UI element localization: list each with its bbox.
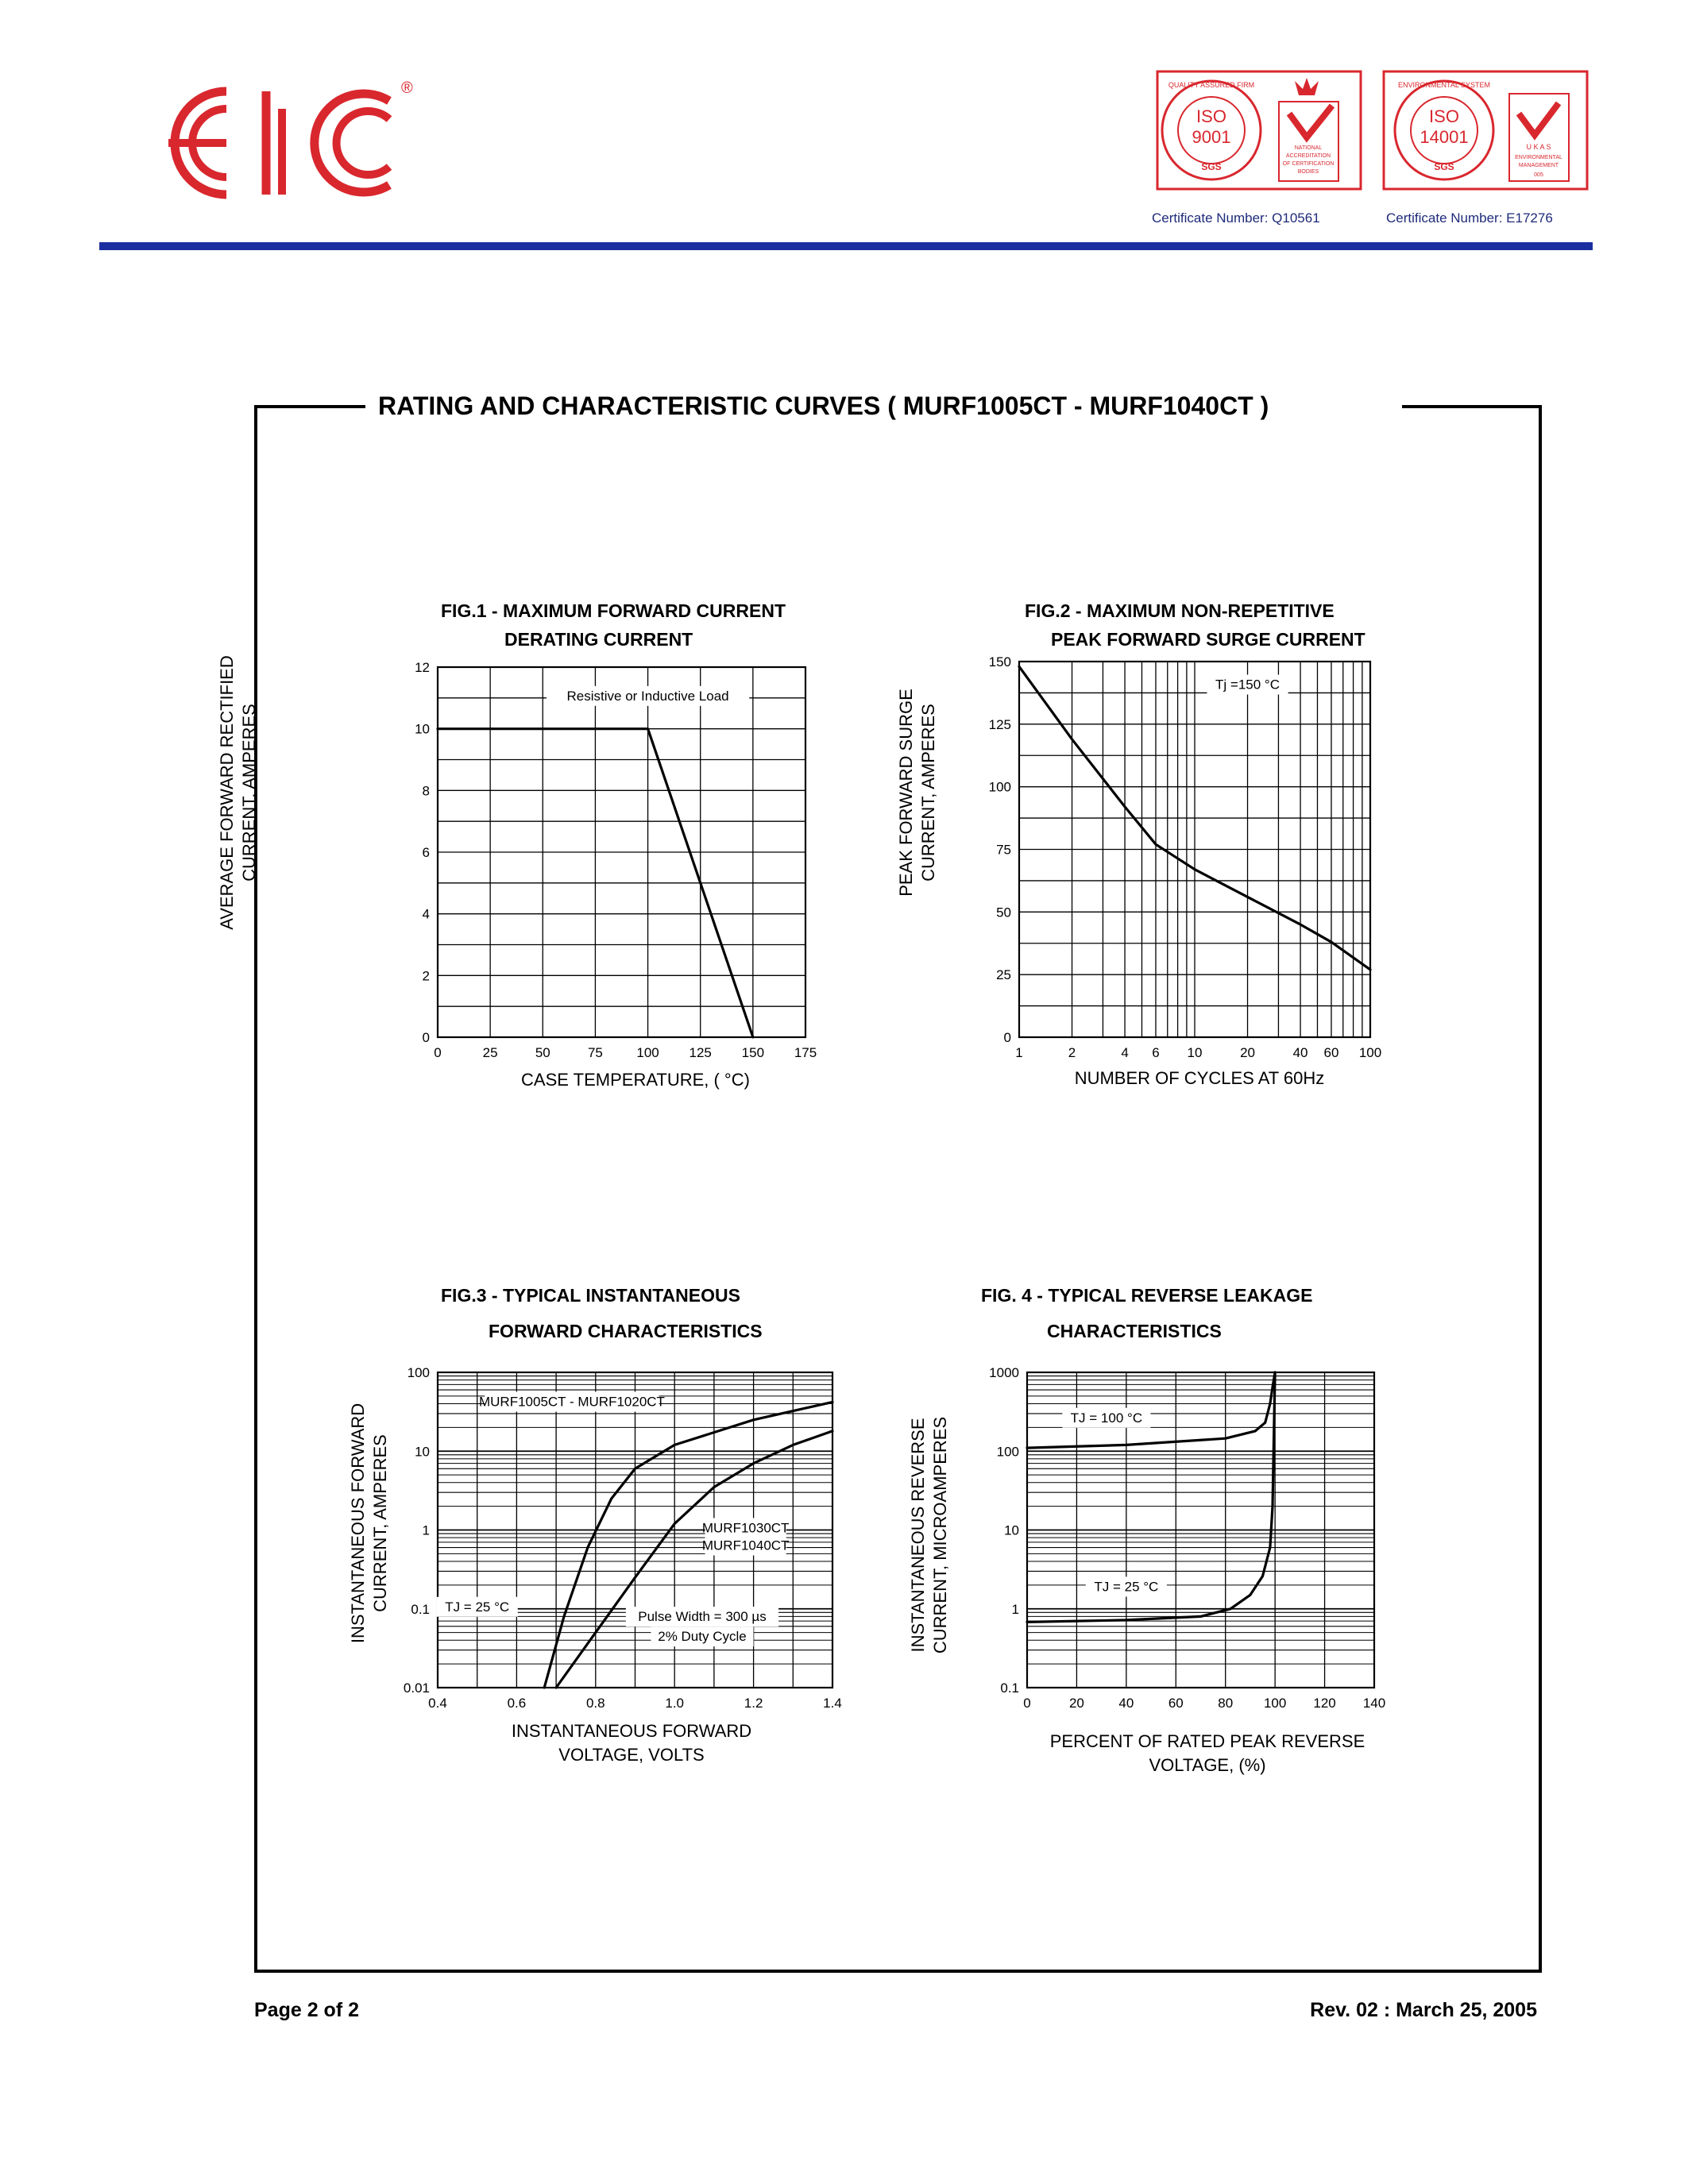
svg-text:ACCREDITATION: ACCREDITATION bbox=[1285, 153, 1331, 159]
fig4-ylabel: INSTANTANEOUS REVERSE CURRENT, MICROAMPERES bbox=[908, 1416, 950, 1654]
fig3-ylabel: INSTANTANEOUS FORWARD CURRENT, AMPERES bbox=[348, 1403, 390, 1644]
fig1-title-line1: FIG.1 - MAXIMUM FORWARD CURRENT bbox=[441, 600, 786, 621]
fig1-xtick-label: 25 bbox=[482, 1045, 498, 1060]
fig2-xtick-label: 6 bbox=[1152, 1045, 1160, 1060]
fig2-xtick-label: 4 bbox=[1121, 1045, 1129, 1060]
fig2-ytick-label: 75 bbox=[996, 842, 1011, 858]
fig1-annotation-label: Resistive or Inductive Load bbox=[566, 688, 729, 704]
fig1-xtick-label: 50 bbox=[535, 1045, 550, 1060]
fig2-title-line2: PEAK FORWARD SURGE CURRENT bbox=[1051, 629, 1365, 650]
fig3-xlabel: INSTANTANEOUS FORWARD VOLTAGE, VOLTS bbox=[511, 1721, 752, 1765]
fig2-ytick-label: 50 bbox=[996, 905, 1011, 920]
fig1-xtick-label: 125 bbox=[689, 1045, 712, 1060]
svg-text:14001: 14001 bbox=[1420, 127, 1469, 147]
fig4-annotation-label: TJ = 25 °C bbox=[1094, 1579, 1159, 1595]
fig4-title-line1: FIG. 4 - TYPICAL REVERSE LEAKAGE bbox=[981, 1285, 1313, 1306]
fig3-ytick-label: 0.01 bbox=[403, 1680, 430, 1696]
fig4-title-line2: CHARACTERISTICS bbox=[1047, 1321, 1222, 1341]
svg-text:OF CERTIFICATION: OF CERTIFICATION bbox=[1282, 161, 1335, 167]
fig2-title-line1: FIG.2 - MAXIMUM NON-REPETITIVE bbox=[1025, 600, 1335, 621]
svg-text:9001: 9001 bbox=[1192, 127, 1231, 147]
fig1-ytick-label: 0 bbox=[422, 1030, 430, 1045]
fig3-annotation-label: Pulse Width = 300 µs bbox=[638, 1609, 767, 1625]
fig3-ytick-label: 10 bbox=[415, 1444, 430, 1460]
fig1-ylabel: AVERAGE FORWARD RECTIFIED CURRENT, AMPERES bbox=[217, 655, 259, 930]
fig4-ytick-label: 1000 bbox=[989, 1365, 1019, 1380]
fig2-xtick-label: 60 bbox=[1323, 1045, 1339, 1060]
fig2-xtick-label: 20 bbox=[1240, 1045, 1255, 1060]
fig3-xtick-label: 0.4 bbox=[428, 1696, 447, 1711]
fig1-xtick-label: 175 bbox=[794, 1045, 817, 1060]
fig4-ytick-label: 1 bbox=[1011, 1601, 1019, 1617]
fig3-title-line2: FORWARD CHARACTERISTICS bbox=[489, 1321, 763, 1341]
fig1-ytick-label: 4 bbox=[422, 906, 430, 922]
fig4-xtick-label: 120 bbox=[1313, 1696, 1336, 1711]
fig2-xtick-label: 1 bbox=[1015, 1045, 1023, 1060]
fig2-ytick-label: 100 bbox=[988, 779, 1011, 795]
fig3-xtick-label: 0.6 bbox=[507, 1696, 527, 1711]
fig2-xtick-label: 40 bbox=[1292, 1045, 1308, 1060]
svg-text:QUALITY ASSURED FIRM: QUALITY ASSURED FIRM bbox=[1168, 81, 1255, 89]
fig3-annotation-label: 2% Duty Cycle bbox=[658, 1629, 747, 1645]
fig2-ytick-label: 0 bbox=[1003, 1030, 1011, 1045]
fig4-xtick-label: 40 bbox=[1118, 1696, 1134, 1711]
fig4-ytick-label: 100 bbox=[996, 1444, 1019, 1460]
footer-page-number: Page 2 of 2 bbox=[254, 1999, 359, 2021]
fig3-xtick-label: 1.4 bbox=[823, 1696, 842, 1711]
fig1-title-line2: DERATING CURRENT bbox=[504, 629, 693, 650]
svg-text:ENVIRONMENTAL: ENVIRONMENTAL bbox=[1515, 155, 1562, 160]
fig3-annotation-label: TJ = 25 °C bbox=[445, 1599, 510, 1615]
svg-text:SGS: SGS bbox=[1434, 161, 1454, 172]
fig3-annotation-label: MURF1030CT bbox=[701, 1520, 790, 1536]
fig1-xlabel: CASE TEMPERATURE, ( °C) bbox=[521, 1070, 750, 1090]
fig3-title-line1: FIG.3 - TYPICAL INSTANTANEOUS bbox=[441, 1285, 740, 1306]
fig3-xtick-label: 1.2 bbox=[744, 1696, 763, 1711]
svg-text:SGS: SGS bbox=[1201, 161, 1222, 172]
fig1-ytick-label: 2 bbox=[422, 968, 430, 984]
fig3-xtick-label: 0.8 bbox=[585, 1696, 605, 1711]
fig3-annotation-label: MURF1005CT - MURF1020CT bbox=[478, 1394, 665, 1410]
fig4-xtick-label: 20 bbox=[1068, 1696, 1084, 1711]
cert-number-2: Certificate Number: E17276 bbox=[1386, 210, 1553, 226]
fig1-ytick-label: 10 bbox=[415, 721, 430, 737]
fig4-ytick-label: 0.1 bbox=[1000, 1680, 1019, 1696]
fig2-annotation-label: Tj =150 °C bbox=[1215, 677, 1280, 693]
page-title: RATING AND CHARACTERISTIC CURVES ( MURF1005CT - MURF1040CT ) bbox=[378, 392, 1269, 420]
svg-text:005: 005 bbox=[1534, 172, 1543, 178]
fig1-ytick-label: 12 bbox=[415, 660, 430, 675]
fig2-xlabel: NUMBER OF CYCLES AT 60Hz bbox=[1074, 1068, 1325, 1088]
svg-text:MANAGEMENT: MANAGEMENT bbox=[1518, 163, 1559, 168]
cert-number-1: Certificate Number: Q10561 bbox=[1152, 210, 1320, 226]
fig3-xtick-label: 1.0 bbox=[665, 1696, 685, 1711]
registered-mark: ® bbox=[401, 79, 413, 97]
fig1-xtick-label: 100 bbox=[636, 1045, 659, 1060]
fig1-xtick-label: 150 bbox=[741, 1045, 765, 1060]
fig2-ytick-label: 125 bbox=[988, 716, 1011, 732]
fig1-xtick-label: 0 bbox=[434, 1045, 442, 1060]
svg-text:U K A S: U K A S bbox=[1526, 143, 1551, 151]
fig4-xtick-label: 0 bbox=[1023, 1696, 1031, 1711]
fig2-ylabel: PEAK FORWARD SURGE CURRENT, AMPERES bbox=[896, 689, 938, 897]
fig1-ytick-label: 6 bbox=[422, 845, 430, 860]
svg-text:ENVIRONMENTAL SYSTEM: ENVIRONMENTAL SYSTEM bbox=[1397, 81, 1491, 89]
svg-text:ISO: ISO bbox=[1429, 106, 1459, 126]
fig4-annotation-label: TJ = 100 °C bbox=[1070, 1410, 1143, 1426]
fig4-xtick-label: 80 bbox=[1218, 1696, 1234, 1711]
fig3-ytick-label: 1 bbox=[422, 1522, 430, 1538]
fig2-ytick-label: 150 bbox=[988, 654, 1011, 669]
fig3-ytick-label: 0.1 bbox=[411, 1601, 430, 1617]
svg-text:ISO: ISO bbox=[1196, 106, 1226, 126]
footer-revision: Rev. 02 : March 25, 2005 bbox=[1310, 1999, 1537, 2021]
fig4-xtick-label: 60 bbox=[1168, 1696, 1184, 1711]
svg-text:NATIONAL: NATIONAL bbox=[1294, 145, 1323, 151]
fig3-series-line-2 bbox=[556, 1431, 832, 1688]
fig2-xtick-label: 2 bbox=[1068, 1045, 1076, 1060]
fig2-xtick-label: 10 bbox=[1187, 1045, 1203, 1060]
fig4-xtick-label: 100 bbox=[1263, 1696, 1287, 1711]
svg-text:BODIES: BODIES bbox=[1297, 169, 1319, 175]
fig3-annotation-label: MURF1040CT bbox=[701, 1538, 790, 1553]
fig4-xtick-label: 140 bbox=[1362, 1696, 1386, 1711]
fig1-ytick-label: 8 bbox=[422, 783, 430, 799]
fig1-xtick-label: 75 bbox=[587, 1045, 603, 1060]
fig4-xlabel: PERCENT OF RATED PEAK REVERSE VOLTAGE, (%) bbox=[1049, 1731, 1365, 1775]
fig2-ytick-label: 25 bbox=[996, 967, 1011, 983]
fig2-xtick-label: 100 bbox=[1358, 1045, 1382, 1060]
fig3-ytick-label: 100 bbox=[407, 1365, 430, 1380]
fig4-ytick-label: 10 bbox=[1004, 1522, 1019, 1538]
